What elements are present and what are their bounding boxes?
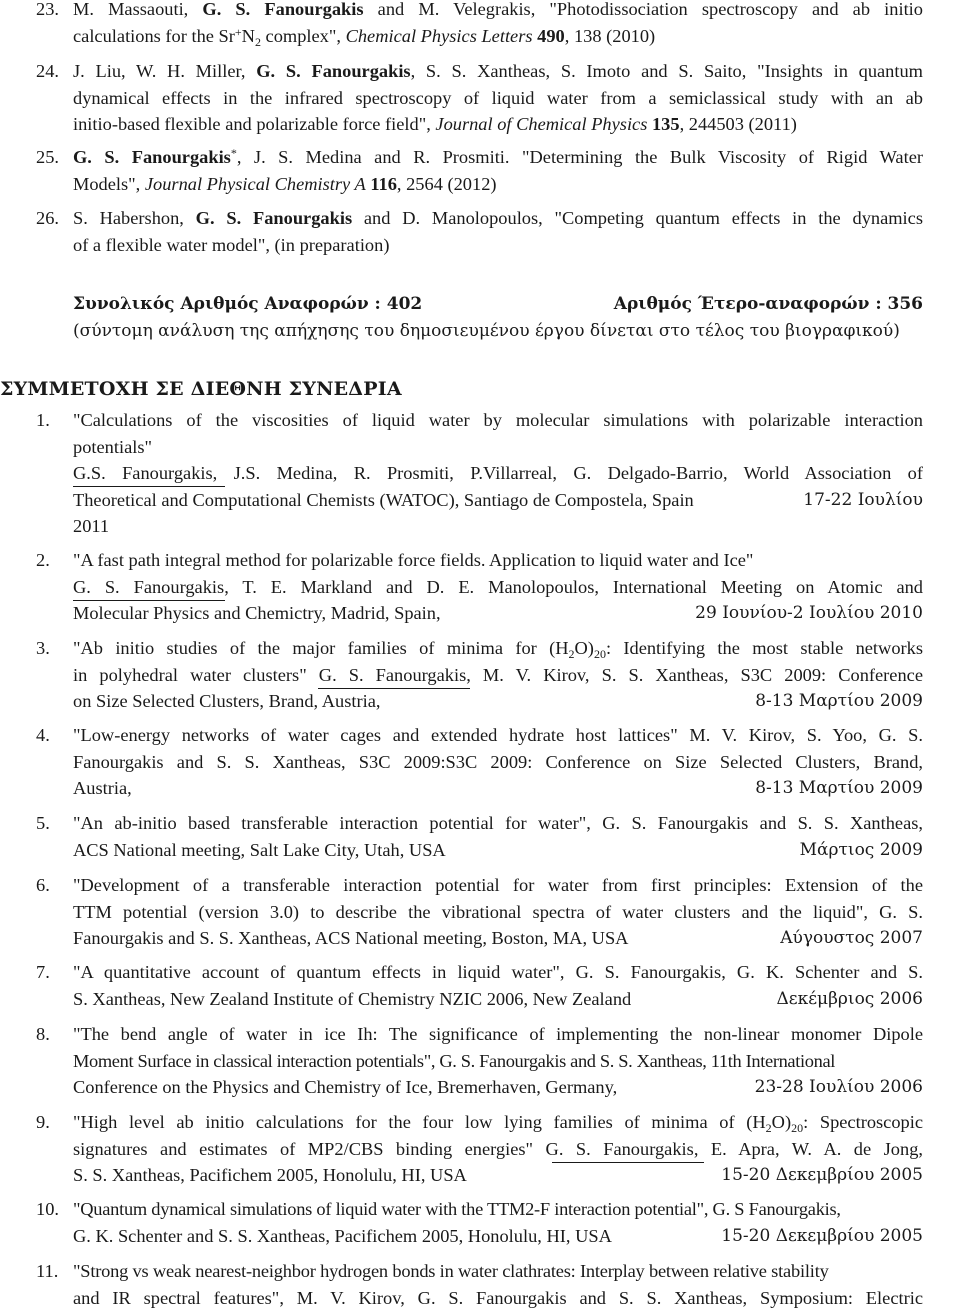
conference-date: 23-28 Ιουλίου 2006 <box>754 1077 923 1097</box>
entry-number: 5. <box>36 813 50 833</box>
conference-entry: 8. "The bend angle of water in ice Ih: The significance of implementing the non-linear monomer Dipole Moment Surface in classical interaction potentials", G. S. Fanourgakis and S. S. Xantheas, 11th International Conference on the Physics and Chemistry of Ice, Bremerhaven, Germany, 23-28 Ιουλίου 2006 <box>36 1021 923 1101</box>
entry-number: 25. <box>36 147 59 167</box>
entry-number: 9. <box>36 1112 50 1132</box>
entry-number: 11. <box>36 1261 59 1281</box>
underline <box>73 486 225 487</box>
publication-entry: 24. J. Liu, W. H. Miller, G. S. Fanourgakis, S. S. Xantheas, S. Imoto and S. Saito, "Insights in quantum dynamical effects in the infrared spectroscopy of liquid water from a semiclassical study with an ab initio-based flexible and polarizable force field", Journal of Chemical Physics 135, 244503 (2011) <box>36 58 923 138</box>
entry-number: 3. <box>36 638 50 658</box>
conference-date: 17-22 Ιουλίου <box>803 489 923 510</box>
publication-entry: 26. S. Habershon, G. S. Fanourgakis and D. Manolopoulos, "Competing quantum effects in the dynamics of a flexible water model", (in preparation) <box>36 205 923 258</box>
volume: 135 <box>651 114 680 134</box>
total-citations: Συνολικός Αριθμός Αναφορών : 402 <box>73 294 423 314</box>
entry-number: 2. <box>36 550 50 570</box>
conference-date: 15-20 Δεκεμβρίου 2005 <box>721 1225 923 1246</box>
section-heading: ΣΥΜΜΕΤΟΧΗ ΣΕ ΔΙΕΘΝΗ ΣΥΝΕΔΡΙΑ <box>0 378 402 400</box>
entry-number: 7. <box>36 962 50 982</box>
author-underlined: G. S. Fanourgakis <box>73 576 225 597</box>
author-highlight: G. S. Fanourgakis <box>73 147 231 167</box>
publication-entry: 25. G. S. Fanourgakis*, J. S. Medina and R. Prosmiti. "Determining the Bulk Viscosity of Rigid Water Models", Journal Physical Chemistry A 116, 2564 (2012) <box>36 146 923 194</box>
conference-entry: 7. "A quantitative account of quantum effects in liquid water", G. S. Fanourgakis, G. K. Schenter and S. S. Xantheas, New Zealand Institute of Chemistry NZIC 2006, New Zealand Δεκέμβριος 2006 <box>36 959 923 1012</box>
entry-number: 8. <box>36 1024 50 1044</box>
conference-date: Μάρτιος 2009 <box>799 839 923 860</box>
citations-summary <box>73 291 923 344</box>
volume: 490 <box>537 25 565 46</box>
underline <box>552 1162 704 1163</box>
entry-number: 1. <box>36 410 50 430</box>
entry-number: 26. <box>36 208 59 228</box>
entry-number: 10. <box>36 1199 59 1219</box>
conference-entry: 1. "Calculations of the viscosities of liquid water by molecular simulations with polarizable interaction potentials" G.S. Fanourgakis, J.S. Medina, R. Prosmiti, P.Villarreal, G. Delgado-Barrio, World Association of Theoretical and Computational Chemists (WATOC), Santiago de Compostela, Spain 17-22 Ιουλίου 2011 <box>36 407 923 540</box>
conference-entry: 11. "Strong vs weak nearest-neighbor hydrogen bonds in water clathrates: Interplay between relative stability and IR spectral features", M. V. Kirov, G. S. Fanourgakis and S. S. Xantheas, Symposium: Electric <box>36 1258 923 1311</box>
hetero-citations: Αριθμός Έτερο-αναφορών : 356 <box>613 294 923 314</box>
author-underlined: G. S. Fanourgakis <box>318 664 467 685</box>
conference-entry: 10. "Quantum dynamical simulations of liquid water with the TTM2-F interaction potential", G. S Fanourgakis, G. K. Schenter and S. S. Xantheas, Pacifichem 2005, Honolulu, HI, USA 15-20 Δεκεμβρίου 2005 <box>36 1196 923 1249</box>
journal-name: Chemical Physics Letters <box>345 25 533 46</box>
conference-entry: 6. "Development of a transferable interaction potential for water from first principles: Extension of the TTM potential (version 3.0) to describe the vibrational spectra of water clusters and the liquid", G. S. Fanourgakis and S. S. Xantheas, ACS National meeting, Boston, MA, USA Αύγουστος 2007 <box>36 872 923 952</box>
conference-date: Δεκέμβριος 2006 <box>776 988 923 1009</box>
conference-entry: 9. "High level ab initio calculations for the four low lying families of minima of $(H_2O)_{20}$: Spectroscopic signatures and estimates of MP2/CBS binding energies" G. S. Fanourgakis, E. Apra, W. A. de Jong, S. S. Xantheas, Pacifichem 2005, Honolulu, HI, USA 15-20 Δεκεμβρίου 2005 <box>36 1109 923 1189</box>
author-highlight: G. S. Fanourgakis <box>202 0 364 19</box>
underline <box>73 600 225 601</box>
entry-number: 6. <box>36 875 50 895</box>
author-highlight: G. S. Fanourgakis <box>195 208 353 228</box>
conference-date: 15-20 Δεκεμβρίου 2005 <box>721 1165 923 1185</box>
entry-number: 4. <box>36 725 50 745</box>
entry-number: 24. <box>36 61 59 81</box>
entry-number: 23. <box>36 0 59 19</box>
underline <box>318 688 470 689</box>
conference-date: 8-13 Μαρτίου 2009 <box>755 691 923 711</box>
conference-entry: 2. "A fast path integral method for polarizable force fields. Application to liquid water and Ice" G. S. Fanourgakis, T. E. Markland and D. E. Manolopoulos, International Meeting on Atomic and Molecular Physics and Chemictry, Madrid, Spain, 29 Ιουνίου-2 Ιουλίου 2010 <box>36 547 923 627</box>
journal-name: Journal Physical Chemistry A <box>144 173 366 194</box>
conference-date: Αύγουστος 2007 <box>780 928 923 948</box>
conference-date: 8-13 Μαρτίου 2009 <box>755 778 923 798</box>
conference-entry: 3. "Ab initio studies of the major families of minima for $(H_2O)_{20}$: Identifying the most stable networks in polyhedral water clusters" G. S. Fanourgakis, M. V. Kirov, S. S. Xantheas, S3C 2009: Conference on Size Selected Clusters, Brand, Austria, 8-13 Μαρτίου 2009 <box>36 635 923 715</box>
author-underlined: G. S. Fanourgakis <box>545 1138 694 1159</box>
author-highlight: G. S. Fanourgakis <box>256 61 411 81</box>
author-underlined: G.S. Fanourgakis <box>73 463 213 483</box>
summary-note: (σύντομη ανάλυση της απήχησης του δημοσιευμένου έργου δίνεται στο τέλος του βιογραφικού) <box>73 320 900 341</box>
journal-name: Journal of Chemical Physics <box>435 114 648 134</box>
publication-entry: 23. M. Massaouti, G. S. Fanourgakis and M. Velegrakis, "Photodissociation spectroscopy and ab initio calculations for the $Sr^+N_2$ complex", Chemical Physics Letters 490, 138 (2010) <box>36 0 923 49</box>
conference-entry: 5. "An ab-initio based transferable interaction potential for water", G. S. Fanourgakis and S. S. Xantheas, ACS National meeting, Salt Lake City, Utah, USA Μάρτιος 2009 <box>36 810 923 863</box>
volume: 116 <box>370 173 397 194</box>
conference-date: 29 Ιουνίου-2 Ιουλίου 2010 <box>695 603 923 623</box>
conference-entry: 4. "Low-energy networks of water cages and extended hydrate host lattices" M. V. Kirov, S. Yoo, G. S. Fanourgakis and S. S. Xantheas, S3C 2009:S3C 2009: Conference on Size Selected Clusters, Brand, Austria, 8-13 Μαρτίου 2009 <box>36 722 923 802</box>
